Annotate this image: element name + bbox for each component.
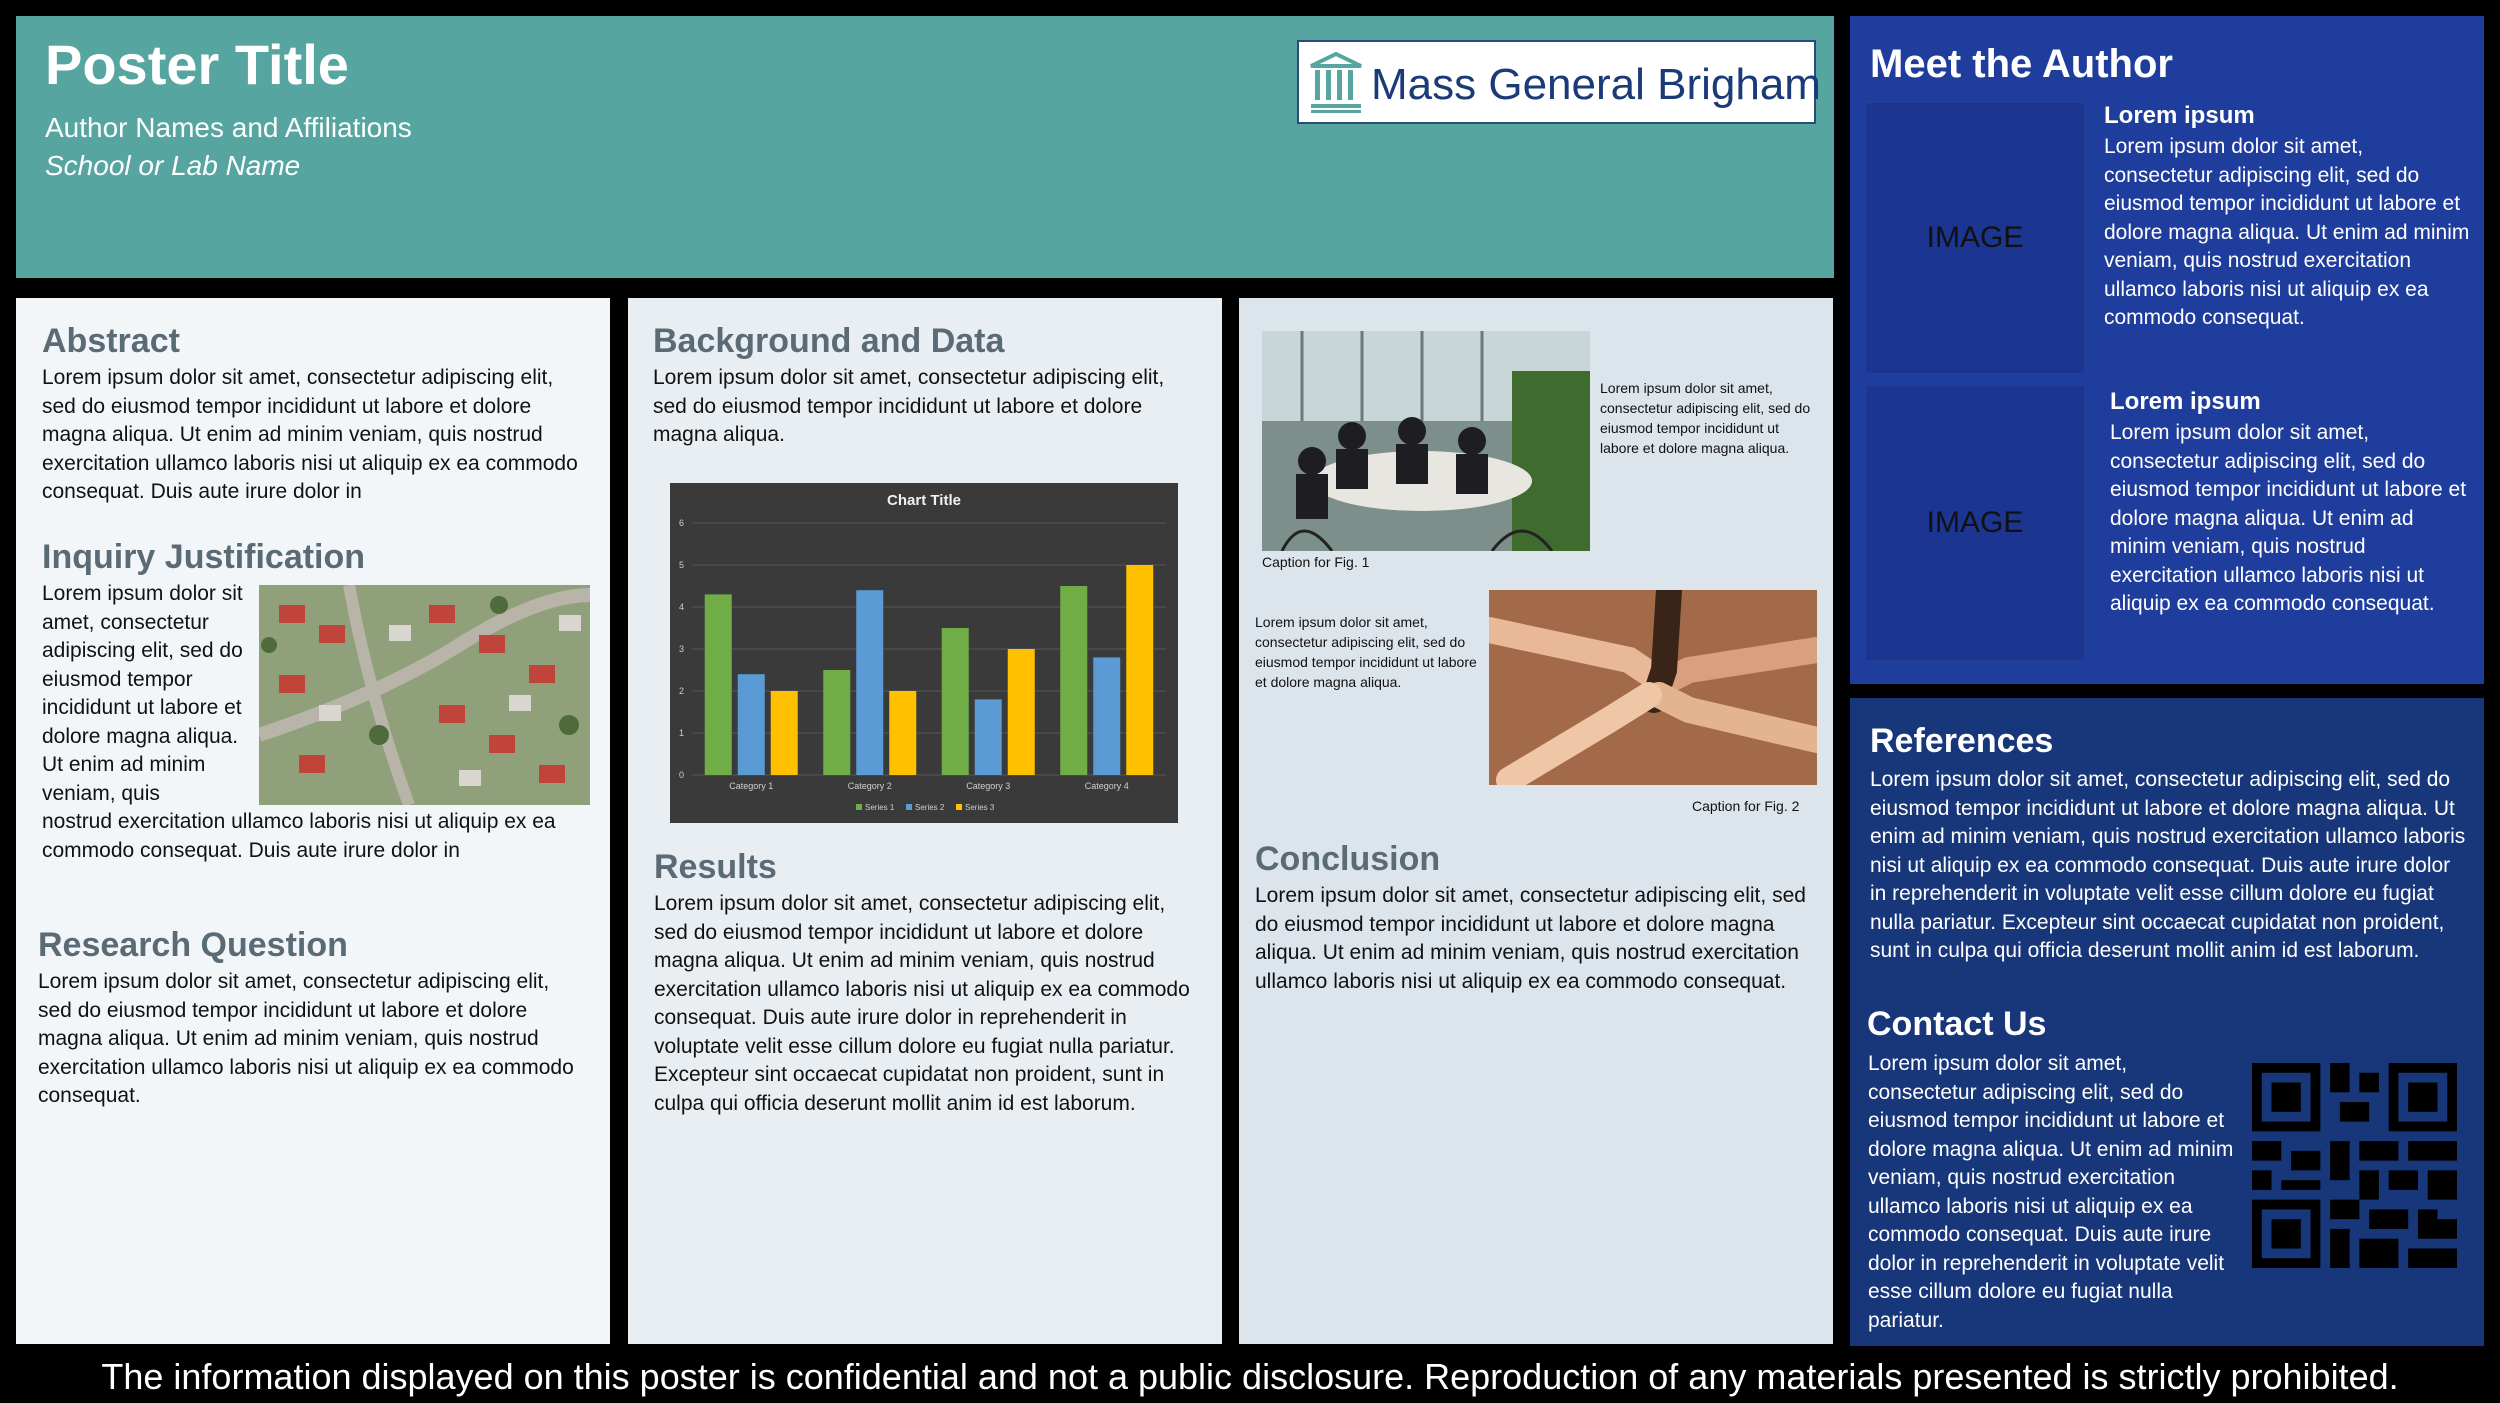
abstract-text: Lorem ipsum dolor sit amet, consectetur adipiscing elit, sed do eiusmod tempor incididunt ut labore et dolore magna aliqua. Ut enim ad minim veniam, quis nostrud exercitation ullamco laboris nisi ut aliquip ex ea commodo consequat. Duis aute irure dolor in [42,366,578,503]
fig2-caption: Caption for Fig. 2 [1692,798,1800,814]
bar [771,691,798,775]
fig2-text: Lorem ipsum dolor sit amet, consectetur adipiscing elit, sed do eiusmod tempor incididunt ut labore et dolore magna aliqua. [1255,614,1477,690]
x-tick-label: Category 1 [729,781,774,791]
author-2-name: Lorem ipsum [2110,388,2261,415]
hands-photo [1489,590,1817,785]
inquiry-text-full: nostrud exercitation ullamco laboris nisi ut aliquip ex ea commodo consequat. Duis aute irure dolor in [42,810,556,862]
y-tick-label: 0 [678,770,684,780]
institution-logo [1297,40,1821,124]
poster-title: Poster Title [45,33,349,96]
bar [889,691,916,775]
bar [705,594,732,775]
bar [738,674,765,775]
legend-swatch [906,804,912,810]
bar [856,590,883,775]
references-text: Lorem ipsum dolor sit amet, consectetur adipiscing elit, sed do eiusmod tempor incididunt ut labore et dolore magna aliqua. Ut enim ad minim veniam, quis nostrud exercitation ullamco laboris nisi ut aliquip ex ea commodo consequat. Duis aute irure dolor in reprehenderit in voluptate velit esse cillum dolore eu fugiat nulla pariatur. Excepteur sint occaecat cupidatat non proident, sunt in culpa qui officia deserunt mollit anim id est laborum. [1870,768,2466,962]
conclusion-text: Lorem ipsum dolor sit amet, consectetur adipiscing elit, sed do eiusmod tempor incididunt ut labore et dolore magna aliqua. Ut enim ad minim veniam, quis nostrud exercitation ullamco laboris nisi ut aliquip ex ea commodo consequat. [1255,884,1806,993]
bar-chart [670,483,1178,823]
bar [823,670,850,775]
y-tick-label: 5 [678,560,684,570]
author-2-bio: Lorem ipsum dolor sit amet, consectetur adipiscing elit, sed do eiusmod tempor incididunt ut labore et dolore magna aliqua. Ut enim ad minim veniam, quis nostrud exercitation ullamco laboris nisi ut aliquip ex ea commodo consequat. [2110,421,2467,615]
contact-text: Lorem ipsum dolor sit amet, consectetur adipiscing elit, sed do eiusmod tempor incididunt ut labore et dolore magna aliqua. Ut enim ad minim veniam, quis nostrud exercitation ullamco laboris nisi ut aliquip ex ea commodo consequat. Duis aute irure dolor in reprehenderit in voluptate velit esse cillum dolore eu fugiat nulla pariatur. [1868,1052,2234,1332]
image-placeholder-label: IMAGE [1926,506,2024,539]
legend-label: Series 1 [865,803,895,812]
y-tick-label: 2 [678,686,684,696]
chart-title: Chart Title [887,492,961,509]
y-tick-label: 6 [678,518,684,528]
research-text: Lorem ipsum dolor sit amet, consectetur adipiscing elit, sed do eiusmod tempor incididunt ut labore et dolore magna aliqua. Ut enim ad minim veniam, quis nostrud exercitation ullamco laboris nisi ut aliquip ex ea commodo consequat. [38,970,574,1107]
confidentiality-footer: The information displayed on this poster is confidential and not a public disclosure. Reproduction of any materials presented is strictly prohibited. [0,1350,2500,1403]
background-heading: Background and Data [653,322,1005,360]
bar [1093,657,1120,775]
fig1-text: Lorem ipsum dolor sit amet, consectetur adipiscing elit, sed do eiusmod tempor incididunt ut labore et dolore magna aliqua. [1600,380,1811,456]
bar [1126,565,1153,775]
x-tick-label: Category 4 [1084,781,1129,791]
bar [1008,649,1035,775]
bar [1060,586,1087,775]
legend-swatch [956,804,962,810]
y-tick-label: 3 [678,644,684,654]
research-heading: Research Question [38,926,348,964]
bar [975,699,1002,775]
legend-label: Series 3 [965,803,995,812]
fig1-caption: Caption for Fig. 1 [1262,554,1370,570]
results-text: Lorem ipsum dolor sit amet, consectetur adipiscing elit, sed do eiusmod tempor incididunt ut labore et dolore magna aliqua. Ut enim ad minim veniam, quis nostrud exercitation ullamco laboris nisi ut aliquip ex ea commodo consequat. Duis aute irure dolor in reprehenderit in voluptate velit esse cillum dolore eu fugiat nulla pariatur. Excepteur sint occaecat cupidatat non proident, sunt in culpa qui officia deserunt mollit anim id est laborum. [654,892,1190,1115]
references-heading: References [1870,722,2054,760]
conclusion-heading: Conclusion [1255,840,1441,878]
contact-heading: Contact Us [1867,1005,2047,1043]
legend-label: Series 2 [915,803,945,812]
abstract-heading: Abstract [42,322,180,360]
x-tick-label: Category 3 [966,781,1011,791]
x-tick-label: Category 2 [847,781,892,791]
meeting-photo [1262,331,1590,551]
inquiry-heading: Inquiry Justification [42,538,366,576]
author-names: Author Names and Affiliations [45,112,412,143]
inquiry-text-wrap: Lorem ipsum dolor sit amet, consectetur adipiscing elit, sed do eiusmod tempor incididunt ut labore et dolore magna aliqua. Ut enim ad minim veniam, quis [42,582,243,805]
image-placeholder-label: IMAGE [1926,221,2024,254]
author-image-1 [1865,102,2085,374]
author-heading: Meet the Author [1870,42,2173,86]
author-1-name: Lorem ipsum [2104,102,2255,129]
logo-text: Mass General Brigham [1371,60,1821,109]
y-tick-label: 1 [678,728,684,738]
results-heading: Results [654,848,777,886]
y-tick-label: 4 [678,602,684,612]
bar-chart-svg [670,483,1178,823]
aerial-neighborhood-photo [259,585,590,805]
building-icon [1307,52,1365,114]
background-text: Lorem ipsum dolor sit amet, consectetur adipiscing elit, sed do eiusmod tempor incididunt ut labore et dolore magna aliqua. [653,366,1165,446]
legend-swatch [856,804,862,810]
lab-name: School or Lab Name [45,150,301,181]
bar [942,628,969,775]
author-1-bio: Lorem ipsum dolor sit amet, consectetur adipiscing elit, sed do eiusmod tempor incididunt ut labore et dolore magna aliqua. Ut enim ad minim veniam, quis nostrud exercitation ullamco laboris nisi ut aliquip ex ea commodo consequat. [2104,135,2470,329]
qr-code-icon[interactable] [2252,1063,2457,1268]
author-image-2 [1865,385,2085,661]
